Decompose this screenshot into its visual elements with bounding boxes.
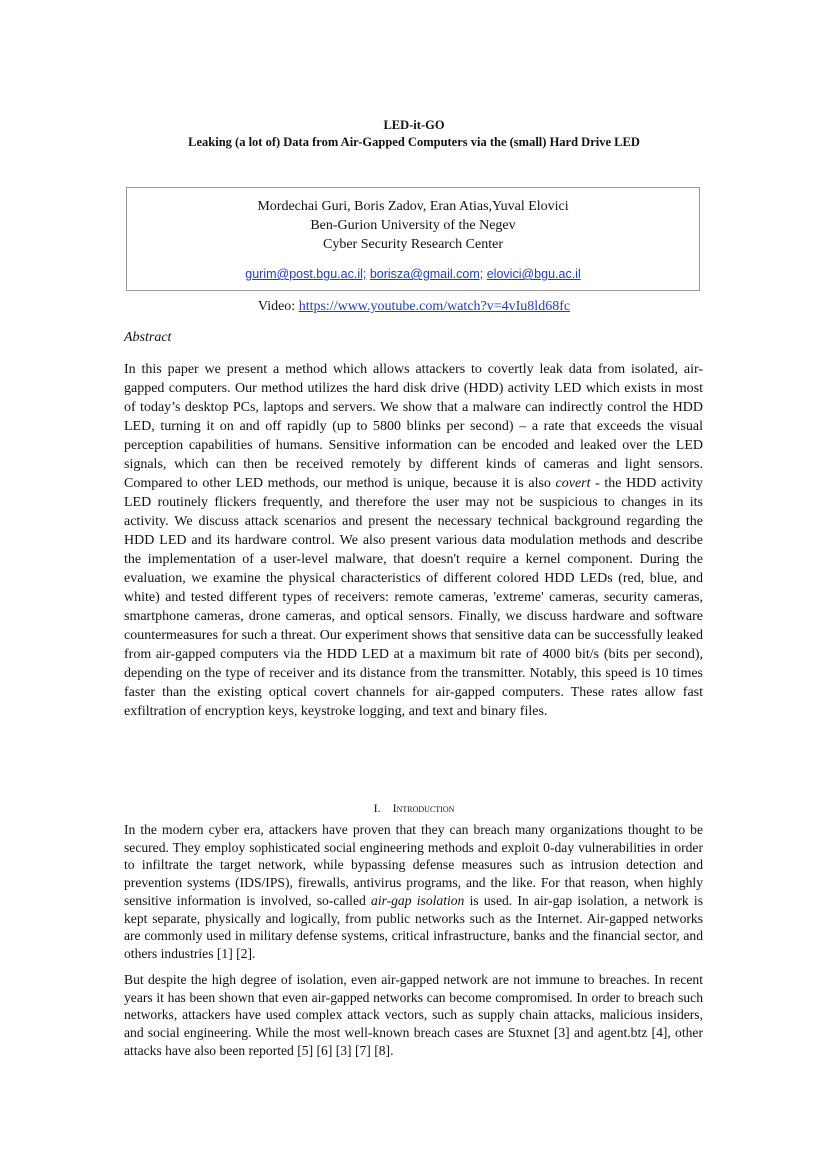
author-names: Mordechai Guri, Boris Zadov, Eran Atias,Yuval Elovici [257,199,569,214]
email-link-zadov[interactable]: borisza@gmail.com; [369,267,484,281]
intro-p1-part1: In the modern cyber era, attackers have proven that they can breach many organizations thought to be secured. They employ sophisticated social engineering methods and exploit 0-day vulnerabilities in order to infiltrate the target network, while bypassing defense measures such as intrusion detection and prevention systems (IDS/IPS), firewalls, antivirus programs, and the like. For that reason, when highly sensitive information is involved, so-called [124,822,703,908]
author-emails [127,265,699,283]
email-link-elovici[interactable]: elovici@bgu.ac.il [486,267,581,281]
section-number: I. [373,801,381,815]
email-link-guri[interactable]: gurim@post.bgu.ac.il; [245,267,367,281]
paper-subtitle: Leaking (a lot of) Data from Air-Gapped Computers via the (small) Hard Drive LED [188,135,640,149]
affiliation-university: Ben-Gurion University of the Negev [310,218,516,233]
abstract-heading: Abstract [124,330,172,345]
paper-title: LED-it-GO [383,118,445,132]
section-title: Introduction [392,801,455,815]
affiliation-center: Cyber Security Research Center [323,237,503,252]
video-line [0,298,828,316]
intro-paragraph-1 [124,821,703,963]
intro-emphasis-air-gap: air-gap isolation [371,892,465,908]
abstract-text-part1: In this paper we present a method which allows attackers to covertly leak data from isolated, air-gapped computers. Our method utilizes the hard disk drive (HDD) activity LED which exists in most of today’s desktop PCs, laptops and servers. We show that a malware can indirectly control the HDD LED, turning it on and off rapidly (up to 5800 blinks per second) – a rate that exceeds the visual perception capabilities of humans. Sensitive information can be encoded and leaked over the LED signals, which can then be received remotely by different kinds of cameras and light sensors. Compared to other LED methods, our method is unique, because it is also [124,362,703,491]
author-box [126,187,700,291]
section-heading-introduction [0,800,828,816]
intro-p1-part2: is used. In air-gap isolation, a network is kept separate, physically and logically, from public networks such as the Internet. Air-gapped networks are commonly used in military defense systems, critical infrastructure, banks and the financial sector, and others industries [1] [2]. [124,892,703,961]
abstract-emphasis-covert: covert [555,476,591,491]
video-link[interactable]: https://www.youtube.com/watch?v=4vIu8ld68fc [298,299,571,314]
intro-paragraph-2: But despite the high degree of isolation, even air-gapped network are not immune to breaches. In recent years it has been shown that even air-gapped networks can become compromised. In order to breach such networks, attackers have used complex attack vectors, such as supply chain attacks, malicious insiders, and social engineering. While the most well-known breach cases are Stuxnet [3] and agent.btz [4], other attacks have also been reported [5] [6] [3] [7] [8]. [124,972,703,1058]
video-label: Video: [257,299,299,314]
abstract-paragraph [124,360,703,721]
abstract-text-part2: - the HDD activity LED routinely flickers frequently, and therefore the user may not be suspicious to changes in its activity. We discuss attack scenarios and present the necessary technical background regarding the HDD LED and its hardware control. We also present various data modulation methods and describe the implementation of a user-level malware, that doesn't require a kernel component. During the evaluation, we examine the physical characteristics of different colored HDD LEDs (red, blue, and white) and tested different types of receivers: remote cameras, 'extreme' cameras, security cameras, smartphone cameras, drone cameras, and optical sensors. Finally, we discuss hardware and software countermeasures for such a threat. Our experiment shows that sensitive data can be successfully leaked from air-gapped computers via the HDD LED at a maximum bit rate of 4000 bit/s (bits per second), depending on the type of receiver and its distance from the transmitter. Notably, this speed is 10 times faster than the existing optical covert channels for air-gapped computers. These rates allow fast exfiltration of encryption keys, keystroke logging, and text and binary files. [124,476,703,719]
